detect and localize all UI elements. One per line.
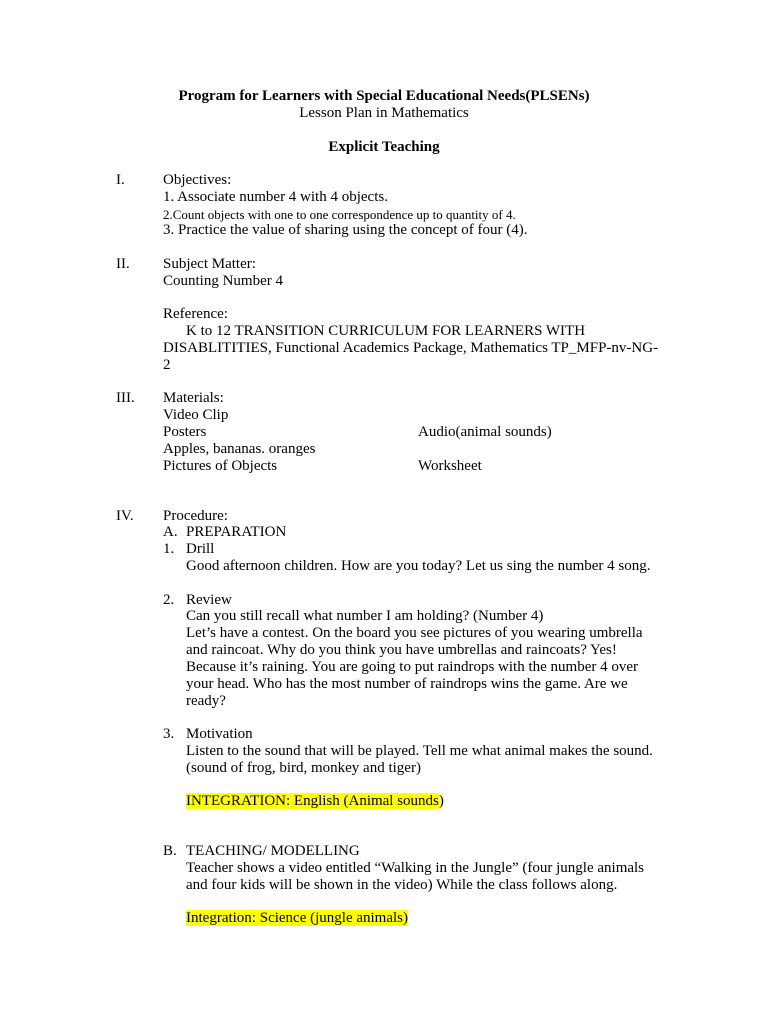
part-a-title: PREPARATION (186, 524, 287, 540)
material-item: Audio(animal sounds) (418, 424, 552, 440)
teaching-method-title: Explicit Teaching (328, 139, 440, 155)
integration-science-highlight: Integration: Science (jungle animals) (186, 910, 409, 926)
drill-number: 1. (163, 541, 175, 557)
material-item: Pictures of Objects (163, 458, 278, 474)
review-text: ready? (186, 693, 226, 709)
reference-line: 2 (163, 357, 171, 373)
motivation-title: Motivation (186, 726, 253, 742)
subject-matter-topic: Counting Number 4 (163, 273, 283, 289)
integration-english (186, 793, 444, 810)
integration-english-tail: ) (438, 793, 444, 809)
integration-science (186, 910, 408, 927)
motivation-text: Listen to the sound that will be played. Tell me what animal makes the sound. (186, 743, 653, 759)
part-b-title: TEACHING/ MODELLING (186, 843, 360, 859)
review-text: Because it’s raining. You are going to put raindrops with the number 4 over (186, 659, 639, 675)
section-numeral-subject-matter: II. (116, 256, 130, 272)
material-item: Video Clip (163, 407, 229, 423)
reference-heading: Reference: (163, 306, 228, 322)
material-item: Apples, bananas. oranges (163, 441, 316, 457)
material-item: Worksheet (418, 458, 482, 474)
program-title: Program for Learners with Special Educational Needs(PLSENs) (178, 88, 590, 104)
review-title: Review (186, 592, 232, 608)
section-numeral-procedure: IV. (116, 508, 134, 524)
drill-text: Good afternoon children. How are you today? Let us sing the number 4 song. (186, 558, 651, 574)
reference-line: K to 12 TRANSITION CURRICULUM FOR LEARNERS WITH (186, 323, 586, 339)
part-b-letter: B. (163, 843, 177, 859)
objective-item: 2.Count objects with one to one correspondence up to quantity of 4. (163, 207, 516, 222)
motivation-text: (sound of frog, bird, monkey and tiger) (186, 760, 421, 776)
objectives-heading: Objectives: (163, 172, 232, 188)
drill-title: Drill (186, 541, 215, 557)
section-numeral-materials: III. (116, 390, 135, 406)
material-item: Posters (163, 424, 207, 440)
procedure-heading: Procedure: (163, 508, 228, 524)
part-b-text: and four kids will be shown in the video) While the class follows along. (186, 877, 618, 893)
objective-item: 3. Practice the value of sharing using the concept of four (4). (163, 222, 528, 238)
objective-item: 1. Associate number 4 with 4 objects. (163, 189, 388, 205)
part-b-text: Teacher shows a video entitled “Walking in the Jungle” (four jungle animals (186, 860, 645, 876)
review-text: and raincoat. Why do you think you have umbrellas and raincoats? Yes! (186, 642, 617, 658)
reference-line: DISABLITITIES, Functional Academics Package, Mathematics TP_MFP-nv-NG- (163, 340, 659, 356)
review-text: Let’s have a contest. On the board you see pictures of you wearing umbrella (186, 625, 643, 641)
review-text: your head. Who has the most number of raindrops wins the game. Are we (186, 676, 628, 692)
subject-matter-heading: Subject Matter: (163, 256, 256, 272)
section-numeral-objectives: I. (116, 172, 125, 188)
integration-english-highlight: INTEGRATION: English (Animal sounds (186, 793, 439, 809)
motivation-number: 3. (163, 726, 175, 742)
review-text: Can you still recall what number I am holding? (Number 4) (186, 608, 544, 624)
review-number: 2. (163, 592, 175, 608)
lesson-plan-title: Lesson Plan in Mathematics (299, 105, 469, 121)
materials-heading: Materials: (163, 390, 224, 406)
part-a-letter: A. (163, 524, 178, 540)
